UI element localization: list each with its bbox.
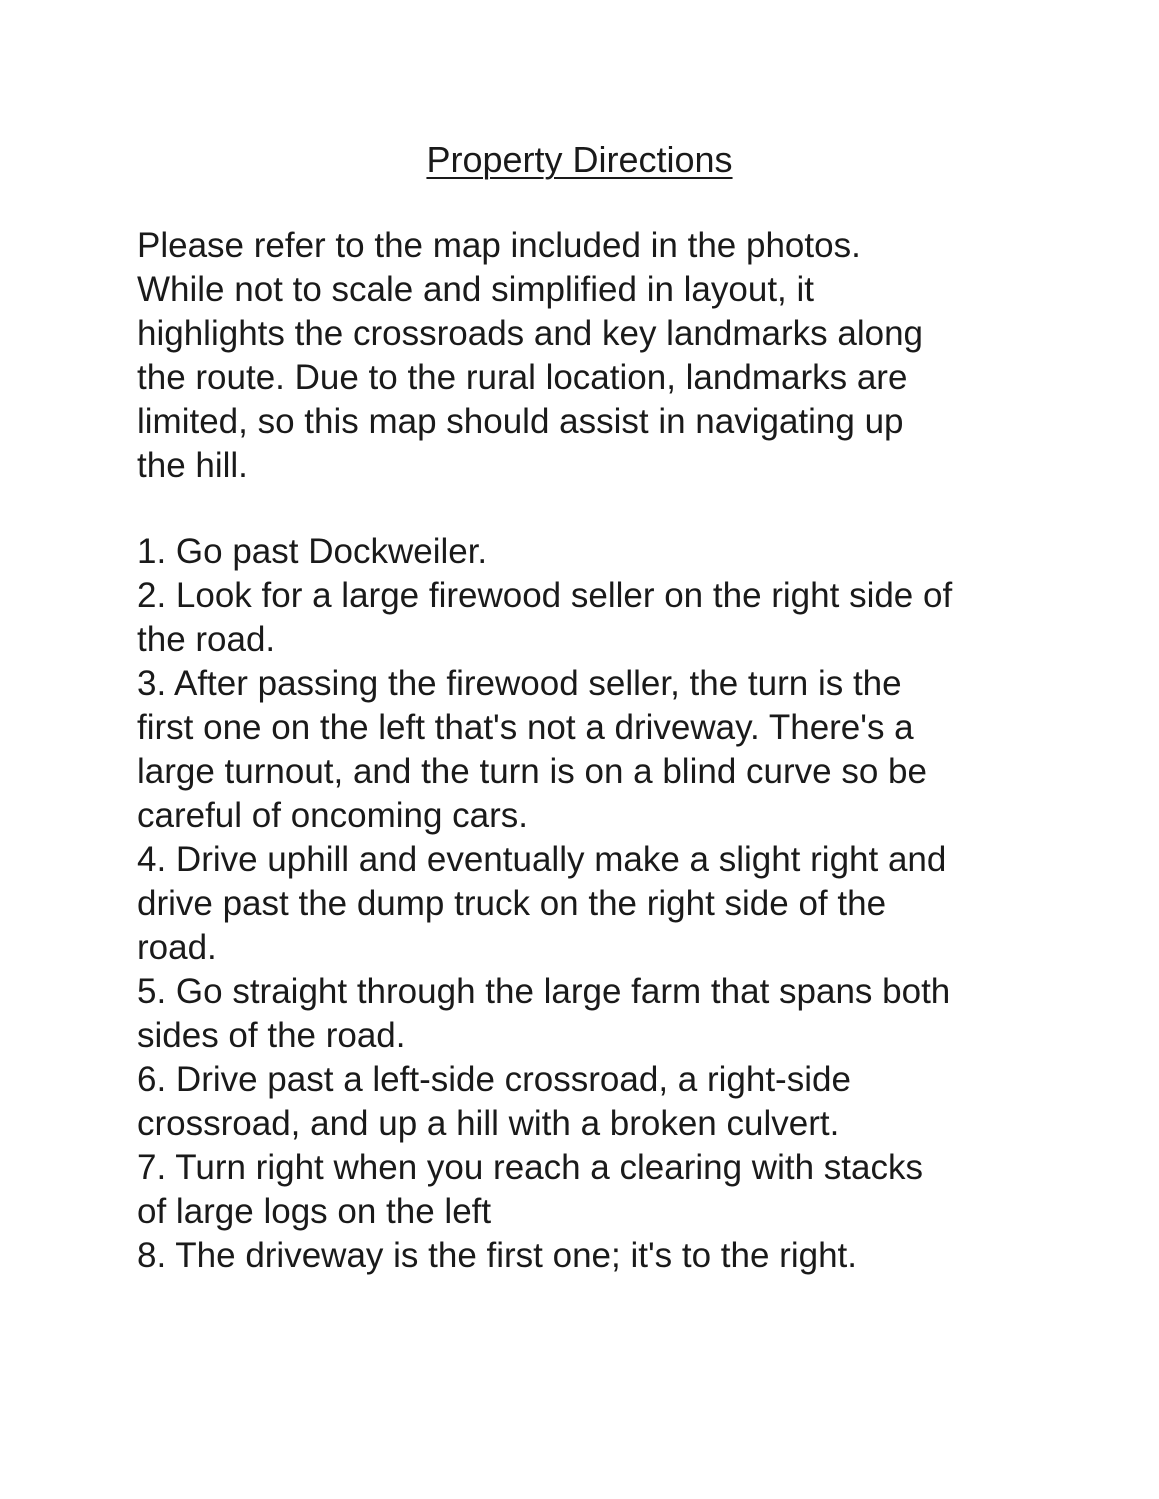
- direction-step-2: 2. Look for a large firewood seller on the right side of the road.: [137, 576, 953, 659]
- direction-step-6: 6. Drive past a left-side crossroad, a right-side crossroad, and up a hill with a broken culvert.: [137, 1060, 851, 1143]
- page-title: [0, 138, 1159, 182]
- intro-paragraph: Please refer to the map included in the photos. While not to scale and simplified in layout, it highlights the crossroads and key landmarks along the route. Due to the rural location, landmarks are limited, so this map should assist in navigating up the hill.: [137, 226, 923, 485]
- page-title-text: Property Directions: [426, 139, 733, 180]
- direction-step-1: 1. Go past Dockweiler.: [137, 532, 488, 571]
- direction-step-4: 4. Drive uphill and eventually make a slight right and drive past the dump truck on the right side of the road.: [137, 840, 947, 967]
- directions-list: [137, 530, 1037, 1278]
- direction-step-3: 3. After passing the firewood seller, the turn is the first one on the left that's not a driveway. There's a large turnout, and the turn is on a blind curve so be careful of oncoming cars.: [137, 664, 927, 835]
- direction-step-7: 7. Turn right when you reach a clearing with stacks of large logs on the left: [137, 1148, 923, 1231]
- direction-step-5: 5. Go straight through the large farm that spans both sides of the road.: [137, 972, 951, 1055]
- direction-step-8: 8. The driveway is the first one; it's to the right.: [137, 1236, 857, 1275]
